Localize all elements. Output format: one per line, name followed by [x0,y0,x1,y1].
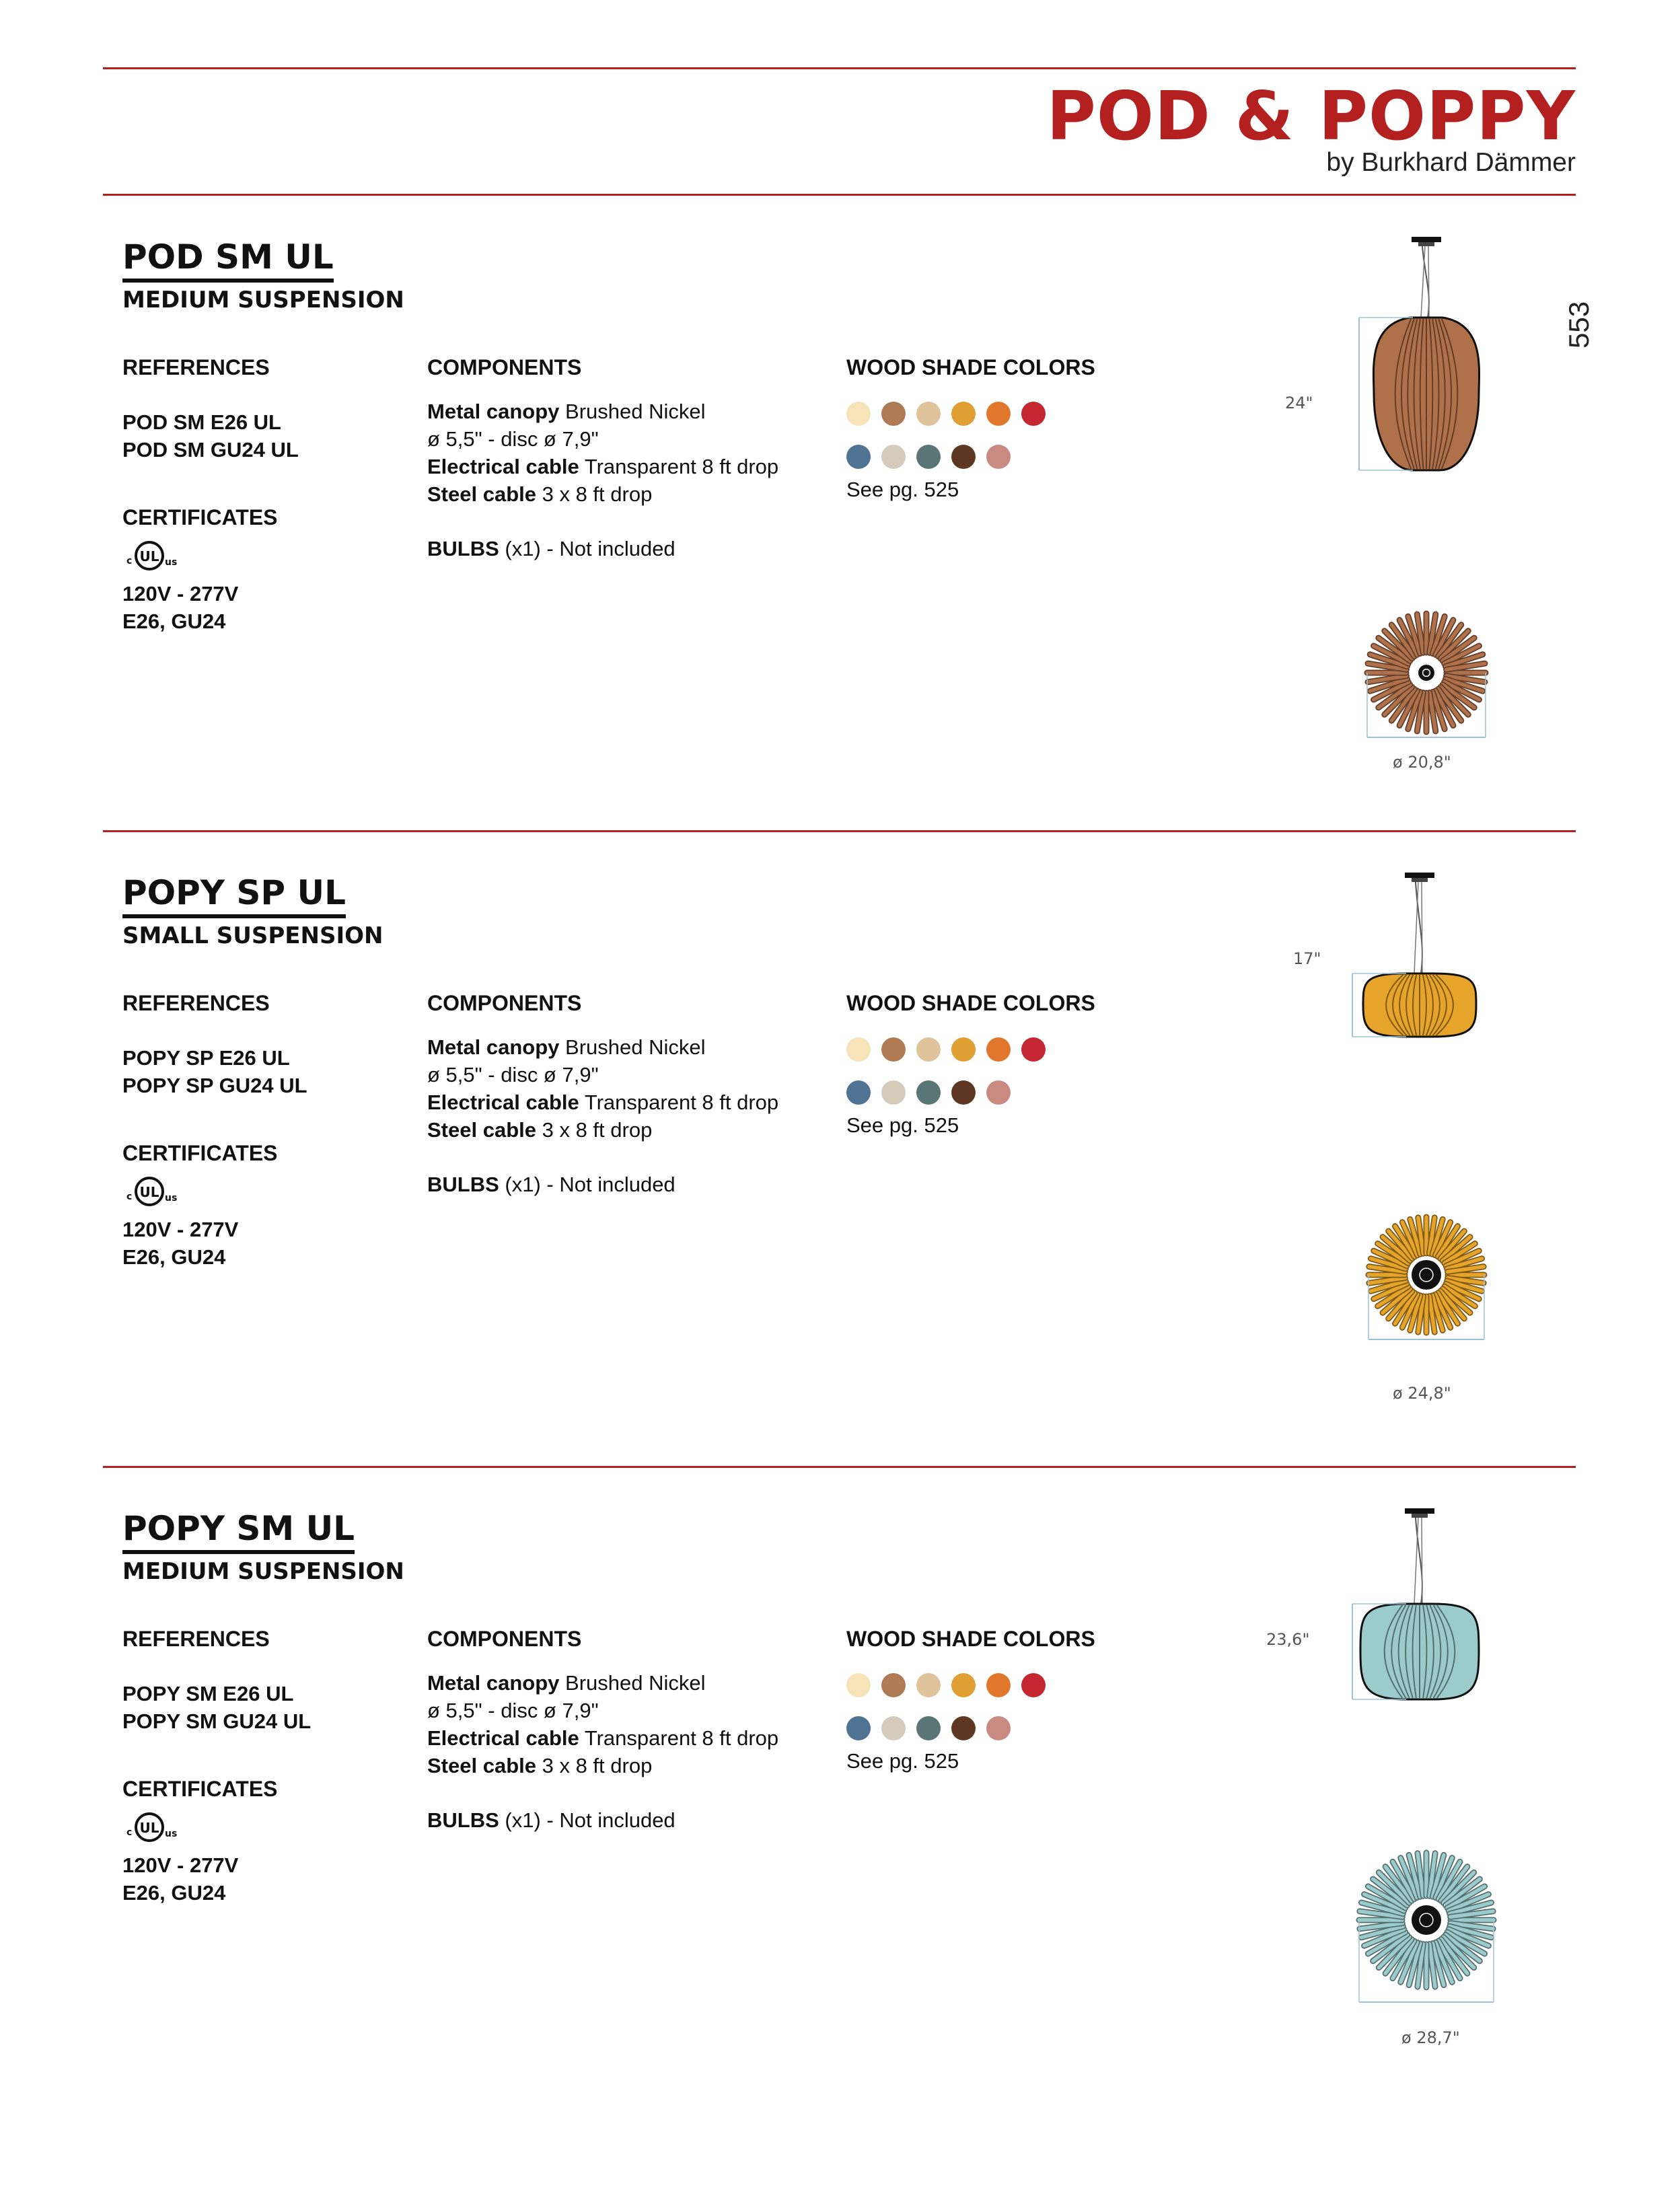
wood-colors-heading: WOOD SHADE COLORS [846,1627,1095,1651]
cable-value: Transparent 8 ft drop [584,1726,779,1750]
canopy-disc [1412,237,1441,242]
canopy [1412,878,1428,882]
color-swatch [951,445,976,469]
bulbs-label: BULBS [427,1808,499,1832]
diameter-dimension: ø 20,8" [1393,753,1451,772]
canopy-label: Metal canopy [427,1671,560,1695]
reference-code: POD SM GU24 UL [122,438,299,462]
bulbs-label: BULBS [427,1173,499,1196]
diameter-dimension: ø 28,7" [1401,2028,1460,2047]
cable-label: Electrical cable [427,455,579,478]
reference-code: POPY SP E26 UL [122,1046,290,1070]
component-electrical-cable [427,453,831,480]
cable-value: Transparent 8 ft drop [584,455,779,478]
ul-mark-us: us [165,557,178,568]
canopy-label: Metal canopy [427,1035,560,1059]
canopy-value: Brushed Nickel [565,1671,706,1695]
component-electrical-cable [427,1089,831,1116]
socket-types: E26, GU24 [122,1245,226,1269]
color-swatch [986,1716,1011,1740]
steel-label: Steel cable [427,482,536,506]
color-swatch [846,1037,871,1062]
components-column [427,1625,831,1834]
color-swatch [951,1716,976,1740]
product-type: MEDIUM SUSPENSION [122,287,404,314]
color-swatch [986,1037,1011,1062]
swatch-row-2 [846,1080,1183,1105]
canopy-dimensions: ø 5,5" - disc ø 7,9" [427,1063,599,1086]
bulbs-value: (x1) - Not included [505,1808,675,1832]
reference-code: POPY SM E26 UL [122,1682,294,1705]
component-steel-cable [427,480,831,508]
component-canopy [427,398,831,425]
page-number: 553 [1563,301,1595,348]
color-swatch [1021,402,1046,426]
color-swatch [881,402,906,426]
references-heading: REFERENCES [122,355,270,379]
height-dimension: 17" [1293,949,1321,968]
references-column [122,990,405,1271]
ul-mark-text: UL [139,548,159,564]
color-swatch [881,1716,906,1740]
color-swatch [916,402,941,426]
bulbs-value: (x1) - Not included [505,1173,675,1196]
color-swatch [1021,1037,1046,1062]
cable-label: Electrical cable [427,1091,579,1114]
certificates-heading: CERTIFICATES [122,505,278,529]
certificates-heading: CERTIFICATES [122,1141,278,1165]
center-hub [1412,1905,1441,1935]
cable-label: Electrical cable [427,1726,579,1750]
cul-us-certification-icon [122,1175,190,1209]
color-swatch [951,1673,976,1697]
color-swatch [916,1037,941,1062]
color-swatch [916,1080,941,1105]
component-steel-cable [427,1752,831,1779]
color-swatch [951,1037,976,1062]
color-swatch [916,1716,941,1740]
see-page-reference: See pg. 525 [846,478,959,501]
color-swatch [846,1080,871,1105]
steel-value: 3 x 8 ft drop [542,482,653,506]
color-swatch [986,445,1011,469]
references-column [122,354,405,635]
socket-types: E26, GU24 [122,610,226,633]
references-column [122,1625,405,1907]
cul-us-certification-icon [122,540,190,573]
ul-mark-c: c [126,1827,133,1838]
color-swatch [916,445,941,469]
components-column [427,354,831,562]
lamp-side-view-drawing [1346,1508,1507,1724]
lamp-top-view-drawing [1352,1209,1500,1343]
color-swatch [846,1673,871,1697]
component-steel-cable [427,1116,831,1144]
color-swatch [881,1037,906,1062]
canopy-disc [1405,1508,1434,1514]
swatch-row-1 [846,1037,1183,1062]
product-section-popy-sp [0,873,1680,1478]
certificates-heading: CERTIFICATES [122,1777,278,1801]
color-swatch [881,1080,906,1105]
cable-value: Transparent 8 ft drop [584,1091,779,1114]
product-title: POPY SM UL [122,1508,355,1554]
socket-types: E26, GU24 [122,1881,226,1905]
height-dimension: 23,6" [1266,1630,1310,1649]
ul-mark-c: c [126,1191,133,1202]
brand-title: POD & POPPY [1046,77,1576,155]
lamp-side-view-drawing [1352,237,1507,479]
swatch-row-2 [846,1716,1183,1740]
wood-colors-column [846,990,1183,1139]
steel-value: 3 x 8 ft drop [542,1754,653,1777]
product-section-pod-sm [0,237,1680,842]
references-heading: REFERENCES [122,1627,270,1651]
references-heading: REFERENCES [122,991,270,1015]
designer-credit: by Burkhard Dämmer [1326,148,1576,177]
canopy-label: Metal canopy [427,400,560,423]
ul-mark-text: UL [139,1184,159,1200]
canopy-value: Brushed Nickel [565,1035,706,1059]
see-page-reference: See pg. 525 [846,1749,959,1773]
see-page-reference: See pg. 525 [846,1113,959,1137]
color-swatch [846,445,871,469]
steel-value: 3 x 8 ft drop [542,1118,653,1142]
canopy-dimensions: ø 5,5" - disc ø 7,9" [427,427,599,451]
swatch-row-2 [846,445,1183,469]
ul-mark-c: c [126,556,133,566]
lamp-side-view-drawing [1346,873,1507,1088]
color-swatch [846,402,871,426]
wood-colors-heading: WOOD SHADE COLORS [846,991,1095,1015]
wood-colors-heading: WOOD SHADE COLORS [846,355,1095,379]
component-canopy [427,1669,831,1697]
color-swatch [986,1080,1011,1105]
color-swatch [881,1673,906,1697]
lamp-top-view-drawing [1352,607,1500,741]
swatch-row-1 [846,1673,1183,1697]
wood-colors-column [846,1625,1183,1775]
components-heading: COMPONENTS [427,991,582,1015]
color-swatch [1021,1673,1046,1697]
reference-code: POPY SM GU24 UL [122,1709,312,1733]
bulbs-value: (x1) - Not included [505,537,675,560]
ul-mark-us: us [165,1193,178,1204]
voltage: 120V - 277V [122,582,239,605]
bulbs-info [427,535,831,562]
cable [1428,246,1429,318]
bulbs-label: BULBS [427,537,499,560]
bulbs-info [427,1806,831,1834]
product-title: POPY SP UL [122,873,346,918]
color-swatch [986,1673,1011,1697]
product-section-popy-sm [0,1508,1680,2114]
canopy [1412,1514,1428,1518]
wood-colors-column [846,354,1183,503]
component-electrical-cable [427,1724,831,1752]
product-type: MEDIUM SUSPENSION [122,1558,404,1585]
bulbs-info [427,1171,831,1198]
steel-label: Steel cable [427,1754,536,1777]
components-column [427,990,831,1198]
canopy-dimensions: ø 5,5" - disc ø 7,9" [427,1699,599,1722]
color-swatch [916,1673,941,1697]
voltage: 120V - 277V [122,1853,239,1877]
reference-code: POPY SP GU24 UL [122,1074,307,1097]
color-swatch [951,402,976,426]
swatch-row-1 [846,402,1183,426]
components-heading: COMPONENTS [427,1627,582,1651]
center-hub [1418,665,1434,681]
product-type: SMALL SUSPENSION [122,922,384,949]
steel-label: Steel cable [427,1118,536,1142]
color-swatch [846,1716,871,1740]
cul-us-certification-icon [122,1811,190,1845]
diameter-dimension: ø 24,8" [1393,1384,1451,1403]
center-hub [1412,1260,1441,1290]
ul-mark-us: us [165,1829,178,1839]
color-swatch [881,445,906,469]
top-rule [103,67,1576,69]
color-swatch [951,1080,976,1105]
component-canopy [427,1033,831,1061]
lamp-top-view-drawing [1346,1845,1507,2006]
reference-code: POD SM E26 UL [122,410,281,434]
components-heading: COMPONENTS [427,355,582,379]
canopy-disc [1405,873,1434,878]
canopy-value: Brushed Nickel [565,400,706,423]
voltage: 120V - 277V [122,1218,239,1241]
ul-mark-text: UL [139,1820,159,1836]
canopy [1418,242,1434,246]
height-dimension: 24" [1285,394,1313,412]
product-title: POD SM UL [122,237,334,283]
header-rule [103,194,1576,196]
color-swatch [986,402,1011,426]
